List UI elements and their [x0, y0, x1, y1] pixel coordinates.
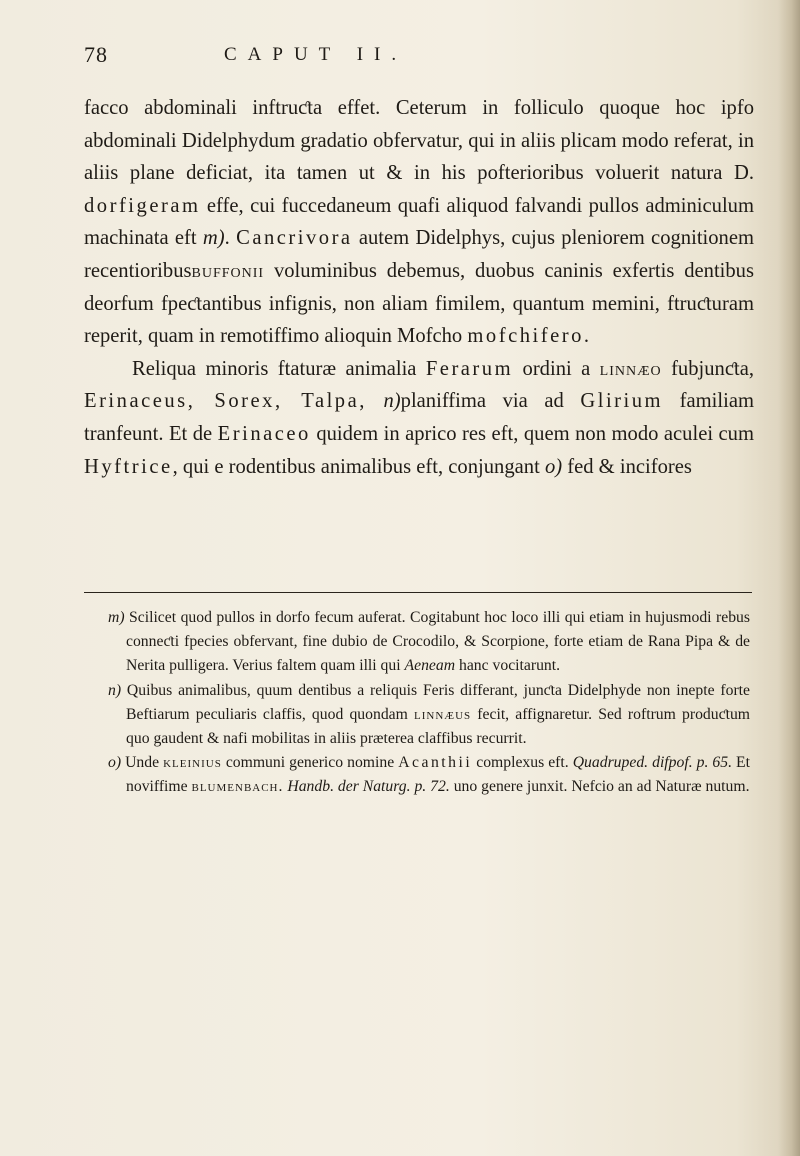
italic-word: Aeneam [404, 657, 456, 675]
text-run: Et noviffime [126, 754, 750, 796]
footnote-separator [84, 592, 752, 593]
taxon-name: Hyftrice [84, 455, 173, 478]
footnotes [108, 606, 750, 800]
footnote-ref-n: n) [383, 390, 401, 413]
footnote-mark: m) [108, 609, 125, 626]
taxon-name: Acanthii [398, 754, 473, 772]
species-name: mofchifero [467, 325, 584, 348]
text-run: familiam tranfeunt. Et de [84, 390, 754, 445]
paragraph-2 [84, 353, 754, 483]
author-name: kleinius [163, 754, 222, 772]
text-run: , qui e rodentibus animalibus eft, conjungant [172, 455, 545, 478]
footnote-n [108, 679, 750, 752]
footnote-m [108, 606, 750, 679]
citation: Handb. der Naturg. p. 72. [287, 778, 450, 796]
author-name: blumenbach. [191, 778, 284, 796]
author-name: buffonii [191, 259, 265, 282]
author-name: linnæo [599, 357, 662, 380]
text-run: fed & incifores [562, 455, 692, 478]
author-name: linnæus [414, 705, 472, 723]
footnote-ref-o: o) [544, 455, 563, 478]
text-run: Unde [121, 754, 164, 772]
footnote-mark: o) [108, 754, 122, 772]
footnote-mark: n) [108, 681, 122, 699]
text-run: hanc vocitarunt. [455, 657, 561, 675]
text-run: Quibus animalibus, quum dentibus a reliquis Feris differant, junƈta Didelphyde non inepte forte Beftiarum peculiaris claffis, quod quondam [121, 681, 750, 723]
text-run: facco abdominali inftruƈta effet. Ceterum in folliculo quoque hoc ipfo abdominali Didelphydum gradatio obfervatur, qui in aliis plicam modo referat, in aliis plane deficiat, ita tamen ut & in his pofterioribus voluerit natura D. [84, 97, 754, 185]
citation: Quadruped. difpof. p. 65. [572, 754, 733, 772]
text-run: . [224, 227, 237, 250]
text-run: Scilicet quod pullos in dorfo fecum auferat. Cogitabunt hoc loco illi qui etiam in hujusmodi rebus conneƈti fpecies obfervant, fine dubio de Crocodilo, & Scorpione, forte etiam de Rana Pipa & de Nerita pulligera. Verius faltem quam illi qui [124, 609, 750, 675]
running-head: CAPUT II. [224, 44, 408, 65]
species-name: dorfigeram [84, 194, 201, 217]
main-text [84, 92, 754, 483]
page-edge-shadow [778, 0, 800, 1156]
text-run: autem Didelphys, cujus pleniorem cognitionem recentioribus [84, 227, 755, 282]
text-run: quidem in aprico res eft, quem non modo aculei cum [310, 422, 754, 445]
text-run: communi generico nomine [221, 754, 399, 772]
taxon-name: Erinaceus, Sorex, Talpa, [84, 390, 367, 413]
text-run: uno genere junxit. Nefcio an ad Naturæ nutum. [449, 778, 750, 796]
text-run: complexus eft. [472, 754, 573, 772]
text-run: fubjunƈta, [661, 357, 754, 380]
footnote-o [108, 751, 750, 799]
taxon-name: Erinaceo [217, 422, 311, 445]
text-run: ordini a [513, 357, 600, 380]
page-number: 78 [84, 42, 108, 67]
text-run: effe, cui fuccedaneum quafi aliquod falvandi pullos adminiculum machinata eft [84, 194, 754, 250]
paragraph-1 [84, 92, 754, 353]
text-run: Reliqua minoris ftaturæ animalia [132, 357, 426, 380]
text-run: fecit, affignaretur. Sed roftrum produƈtum quo gaudent & nafi mobilitas in aliis præterea claffibus recurrit. [126, 705, 750, 748]
text-run: planiffima via ad [400, 390, 581, 413]
page-header [84, 42, 724, 70]
species-name: Cancrivora [236, 227, 353, 250]
footnote-ref-m: m) [202, 227, 225, 250]
taxon-name: Glirium [580, 390, 664, 413]
taxon-name: Ferarum [425, 357, 514, 380]
text-run: voluminibus debemus, duobus caninis exfertis dentibus deorfum fpeƈtantibus infignis, non aliam fimilem, quantum memini, ftruƈturam reperit, quam in remotiffimo alioquin Mofcho [84, 259, 754, 348]
text-run: . [583, 325, 590, 348]
